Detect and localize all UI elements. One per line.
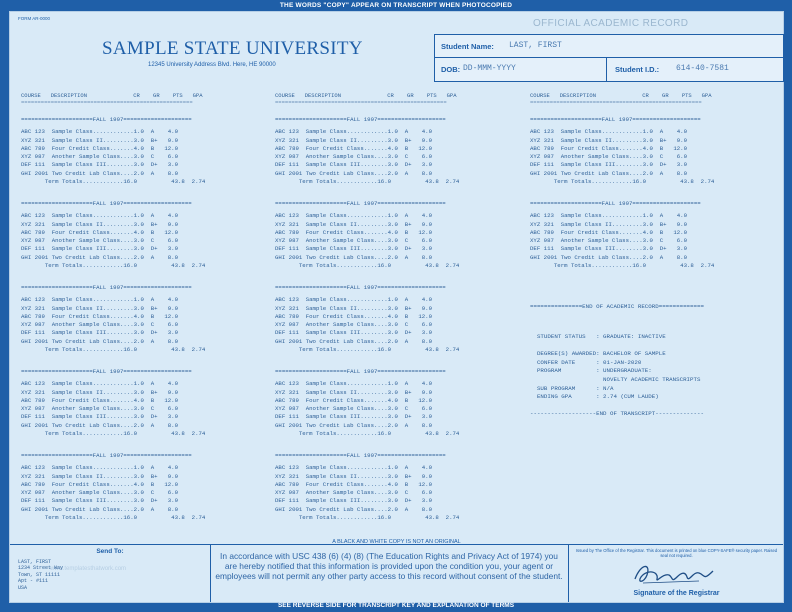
course-row: XYZ 987 Another Sample Class....3.0 C 6.0 — [530, 153, 688, 161]
term-header: =====================FALL 1997==================== — [530, 116, 701, 123]
transcript-paper — [9, 11, 784, 603]
course-row: GHI 2001 Two Credit Lab Class....2.0 A 8.0 — [530, 169, 688, 177]
column-header: COURSE DESCRIPTION CR GR PTS GPA — [530, 92, 712, 99]
summary-line — [530, 402, 704, 411]
course-row: XYZ 987 Another Sample Class....3.0 C 6.0 — [275, 321, 433, 329]
course-row: DEF 111 Sample Class III........3.0 D+ 3.9 — [530, 245, 688, 253]
course-row: XYZ 321 Sample Class II.........3.0 B+ 9.9 — [275, 220, 433, 228]
term-block — [21, 452, 205, 522]
ferpa-notice: In accordance with USC 438 (6) (4) (8) (The Education Rights and Privacy Act of 1974) you are hereby notified that this information is provided upon the condition you, your agent or employees will not permit any other party access to this record without consent of the student. — [215, 551, 563, 581]
course-row: ABC 789 Four Credit Class.......4.0 B 12.0 — [275, 144, 433, 152]
course-row: GHI 2001 Two Credit Lab Class....2.0 A 8.0 — [21, 421, 179, 429]
term-totals: Term Totals............16.0 43.8 2.74 — [275, 346, 460, 354]
summary-line: STUDENT STATUS : GRADUATE: INACTIVE — [530, 332, 666, 340]
course-row: ABC 789 Four Credit Class.......4.0 B 12.0 — [530, 228, 688, 236]
course-row: ABC 123 Sample Class............1.0 A 4.0 — [530, 212, 688, 220]
watermark: www.templatesthatwork.com — [50, 566, 127, 572]
course-row: ABC 789 Four Credit Class.......4.0 B 12.0 — [21, 480, 179, 488]
course-row: ABC 789 Four Credit Class.......4.0 B 12.0 — [275, 480, 433, 488]
term-block — [275, 200, 459, 270]
course-row: XYZ 321 Sample Class II.........3.0 B+ 9.9 — [21, 388, 179, 396]
course-row: XYZ 987 Another Sample Class....3.0 C 6.0 — [530, 237, 688, 245]
course-row: DEF 111 Sample Class III........3.0 D+ 3.9 — [530, 161, 688, 169]
term-header: =====================FALL 1997==================== — [21, 116, 192, 123]
course-row: DEF 111 Sample Class III........3.0 D+ 3.9 — [275, 245, 433, 253]
summary-line: NOVELTY ACADEMIC TRANSCRIPTS — [530, 375, 701, 383]
term-totals: Term Totals............16.0 43.8 2.74 — [275, 430, 460, 438]
term-header: =====================FALL 1997==================== — [275, 116, 446, 123]
course-row: ABC 123 Sample Class............1.0 A 4.0 — [21, 212, 179, 220]
course-row: XYZ 321 Sample Class II.........3.0 B+ 9.9 — [530, 136, 688, 144]
course-row: DEF 111 Sample Class III........3.0 D+ 3.9 — [21, 245, 179, 253]
course-row: GHI 2001 Two Credit Lab Class....2.0 A 8.0 — [21, 337, 179, 345]
dob-value: DD-MMM-YYYY — [463, 64, 516, 73]
course-row: XYZ 987 Another Sample Class....3.0 C 6.0 — [21, 153, 179, 161]
term-header: =====================FALL 1997==================== — [275, 284, 446, 291]
course-row: ABC 789 Four Credit Class.......4.0 B 12.0 — [275, 228, 433, 236]
course-row: XYZ 987 Another Sample Class....3.0 C 6.0 — [21, 237, 179, 245]
summary-line: DEGREE(S) AWARDED: BACHELOR OF SAMPLE — [530, 350, 666, 358]
student-name-label: Student Name: — [441, 42, 494, 51]
registrar-signature — [629, 559, 719, 589]
course-row: ABC 123 Sample Class............1.0 A 4.0 — [21, 464, 179, 472]
course-row: XYZ 987 Another Sample Class....3.0 C 6.0 — [275, 153, 433, 161]
course-row: ABC 123 Sample Class............1.0 A 4.0 — [275, 296, 433, 304]
top-banner: THE WORDS "COPY" APPEAR ON TRANSCRIPT WHEN PHOTOCOPIED — [279, 2, 513, 9]
bottom-banner: SEE REVERSE SIDE FOR TRANSCRIPT KEY AND EXPLANATION OF TERMS — [277, 602, 515, 609]
course-row: ABC 123 Sample Class............1.0 A 4.0 — [530, 128, 688, 136]
term-totals: Term Totals............16.0 43.8 2.74 — [275, 178, 460, 186]
university-address: 12345 University Address Blvd. Here, HE 90000 — [148, 62, 276, 68]
course-row: XYZ 321 Sample Class II.........3.0 B+ 9.9 — [275, 136, 433, 144]
term-totals: Term Totals............16.0 43.8 2.74 — [530, 178, 715, 186]
registrar-box — [568, 545, 784, 602]
course-row: ABC 789 Four Credit Class.......4.0 B 12.0 — [21, 312, 179, 320]
course-row: ABC 789 Four Credit Class.......4.0 B 12.0 — [21, 396, 179, 404]
course-row: ABC 789 Four Credit Class.......4.0 B 12.0 — [21, 228, 179, 236]
term-block — [275, 452, 459, 522]
course-row: DEF 111 Sample Class III........3.0 D+ 3.9 — [275, 329, 433, 337]
official-record-label: OFFICIAL ACADEMIC RECORD — [533, 18, 689, 29]
course-row: XYZ 321 Sample Class II.........3.0 B+ 9.9 — [275, 304, 433, 312]
student-id-value: 614-40-7581 — [676, 64, 729, 73]
course-row: DEF 111 Sample Class III........3.0 D+ 3.9 — [21, 413, 179, 421]
course-row: GHI 2001 Two Credit Lab Class....2.0 A 8.0 — [275, 169, 433, 177]
course-row: ABC 123 Sample Class............1.0 A 4.0 — [275, 128, 433, 136]
course-row: ABC 789 Four Credit Class.......4.0 B 12.0 — [21, 144, 179, 152]
term-block — [530, 116, 714, 186]
course-row: XYZ 321 Sample Class II.........3.0 B+ 9.9 — [21, 220, 179, 228]
mailing-address: LAST, FIRST 1234 Street Way Town, ST 11111 Apt - #111 USA — [18, 559, 64, 591]
term-totals: Term Totals............16.0 43.8 2.74 — [21, 514, 206, 522]
term-totals: Term Totals............16.0 43.8 2.74 — [275, 262, 460, 270]
term-block — [275, 116, 459, 186]
term-block — [530, 200, 714, 270]
course-row: XYZ 321 Sample Class II.........3.0 B+ 9.9 — [21, 304, 179, 312]
course-row: XYZ 321 Sample Class II.........3.0 B+ 9.9 — [21, 472, 179, 480]
term-totals: Term Totals............16.0 43.8 2.74 — [21, 262, 206, 270]
registrar-fine-print: Issued by The Office of the Registrar. This document is printed on blue COPY-SAFE® security paper. Raised seal not required. — [575, 548, 778, 558]
bw-copy-note: A BLACK AND WHITE COPY IS NOT AN ORIGINAL — [332, 539, 461, 545]
course-row: XYZ 321 Sample Class II.........3.0 B+ 9.9 — [275, 472, 433, 480]
course-row: GHI 2001 Two Credit Lab Class....2.0 A 8.0 — [275, 505, 433, 513]
term-block — [275, 284, 459, 354]
course-row: XYZ 987 Another Sample Class....3.0 C 6.0 — [275, 405, 433, 413]
term-totals: Term Totals............16.0 43.8 2.74 — [275, 514, 460, 522]
course-row: ABC 789 Four Credit Class.......4.0 B 12.0 — [530, 144, 688, 152]
summary-line — [530, 342, 704, 351]
term-header: =====================FALL 1997==================== — [275, 200, 446, 207]
summary-line: SUB PROGRAM : N/A — [530, 384, 614, 392]
term-block — [21, 200, 205, 270]
dob-label: DOB: — [441, 65, 461, 74]
course-row: GHI 2001 Two Credit Lab Class....2.0 A 8.0 — [21, 505, 179, 513]
course-row: XYZ 321 Sample Class II.........3.0 B+ 9.9 — [530, 220, 688, 228]
term-totals: Term Totals............16.0 43.8 2.74 — [21, 430, 206, 438]
course-row: ABC 789 Four Credit Class.......4.0 B 12.0 — [275, 396, 433, 404]
course-row: DEF 111 Sample Class III........3.0 D+ 3.9 — [275, 497, 433, 505]
column-header: COURSE DESCRIPTION CR GR PTS GPA — [21, 92, 203, 99]
term-block — [21, 116, 205, 186]
course-row: XYZ 987 Another Sample Class....3.0 C 6.0 — [21, 489, 179, 497]
summary-line: ENDING GPA : 2.74 (CUM LAUDE) — [530, 393, 659, 401]
summary-line: PROGRAM : UNDERGRADUATE: — [530, 367, 652, 375]
course-row: GHI 2001 Two Credit Lab Class....2.0 A 8.0 — [21, 253, 179, 261]
course-row: XYZ 987 Another Sample Class....3.0 C 6.0 — [21, 405, 179, 413]
course-row: DEF 111 Sample Class III........3.0 D+ 3.9 — [21, 161, 179, 169]
course-row: ABC 123 Sample Class............1.0 A 4.0 — [21, 128, 179, 136]
course-row: ABC 123 Sample Class............1.0 A 4.0 — [275, 380, 433, 388]
column-rule: ==================================================== — [530, 99, 702, 106]
term-block — [275, 368, 459, 438]
course-row: DEF 111 Sample Class III........3.0 D+ 3.9 — [275, 161, 433, 169]
academic-summary — [530, 286, 704, 436]
student-name-value: LAST, FIRST — [509, 41, 562, 50]
column-header: COURSE DESCRIPTION CR GR PTS GPA — [275, 92, 457, 99]
course-row: ABC 789 Four Credit Class.......4.0 B 12.0 — [275, 312, 433, 320]
course-row: GHI 2001 Two Credit Lab Class....2.0 A 8.0 — [275, 253, 433, 261]
course-row: XYZ 987 Another Sample Class....3.0 C 6.0 — [21, 321, 179, 329]
column-rule: ==================================================== — [21, 99, 193, 106]
course-row: XYZ 987 Another Sample Class....3.0 C 6.0 — [275, 237, 433, 245]
course-row: XYZ 321 Sample Class II.........3.0 B+ 9.9 — [275, 388, 433, 396]
course-row: GHI 2001 Two Credit Lab Class....2.0 A 8.0 — [530, 253, 688, 261]
course-row: ABC 123 Sample Class............1.0 A 4.0 — [275, 464, 433, 472]
term-block — [21, 368, 205, 438]
summary-line: -------------------END OF TRANSCRIPT-------------- — [530, 410, 704, 418]
send-to-title: Send To: — [96, 548, 124, 555]
term-totals: Term Totals............16.0 43.8 2.74 — [530, 262, 715, 270]
end-of-record-rule: ===============END OF ACADEMIC RECORD============= — [530, 303, 704, 311]
course-row: ABC 123 Sample Class............1.0 A 4.0 — [275, 212, 433, 220]
form-number: FORM AR-0000 — [18, 16, 51, 21]
term-totals: Term Totals............16.0 43.8 2.74 — [21, 178, 206, 186]
course-row: ABC 123 Sample Class............1.0 A 4.0 — [21, 380, 179, 388]
footer — [10, 544, 783, 602]
term-header: =====================FALL 1997==================== — [21, 284, 192, 291]
term-header: =====================FALL 1997==================== — [21, 452, 192, 459]
course-row: DEF 111 Sample Class III........3.0 D+ 3.9 — [275, 413, 433, 421]
course-row: XYZ 321 Sample Class II.........3.0 B+ 9.9 — [21, 136, 179, 144]
term-totals: Term Totals............16.0 43.8 2.74 — [21, 346, 206, 354]
term-header: =====================FALL 1997==================== — [275, 452, 446, 459]
column-rule: ==================================================== — [275, 99, 447, 106]
term-header: =====================FALL 1997==================== — [21, 200, 192, 207]
summary-line: CONFER DATE : 01-JAN-2020 — [530, 358, 642, 366]
student-info-box — [434, 34, 784, 82]
course-row: GHI 2001 Two Credit Lab Class....2.0 A 8.0 — [21, 169, 179, 177]
student-id-label: Student I.D.: — [615, 65, 660, 74]
term-header: =====================FALL 1997==================== — [530, 200, 701, 207]
university-name: SAMPLE STATE UNIVERSITY — [102, 38, 363, 59]
course-row: ABC 123 Sample Class............1.0 A 4.0 — [21, 296, 179, 304]
term-block — [21, 284, 205, 354]
course-row: GHI 2001 Two Credit Lab Class....2.0 A 8.0 — [275, 421, 433, 429]
course-row: GHI 2001 Two Credit Lab Class....2.0 A 8.0 — [275, 337, 433, 345]
course-row: XYZ 987 Another Sample Class....3.0 C 6.0 — [275, 489, 433, 497]
term-header: =====================FALL 1997==================== — [275, 368, 446, 375]
term-header: =====================FALL 1997==================== — [21, 368, 192, 375]
course-row: DEF 111 Sample Class III........3.0 D+ 3.9 — [21, 329, 179, 337]
send-to-box — [10, 545, 211, 602]
course-row: DEF 111 Sample Class III........3.0 D+ 3.9 — [21, 497, 179, 505]
signature-label: Signature of the Registrar — [633, 590, 720, 597]
